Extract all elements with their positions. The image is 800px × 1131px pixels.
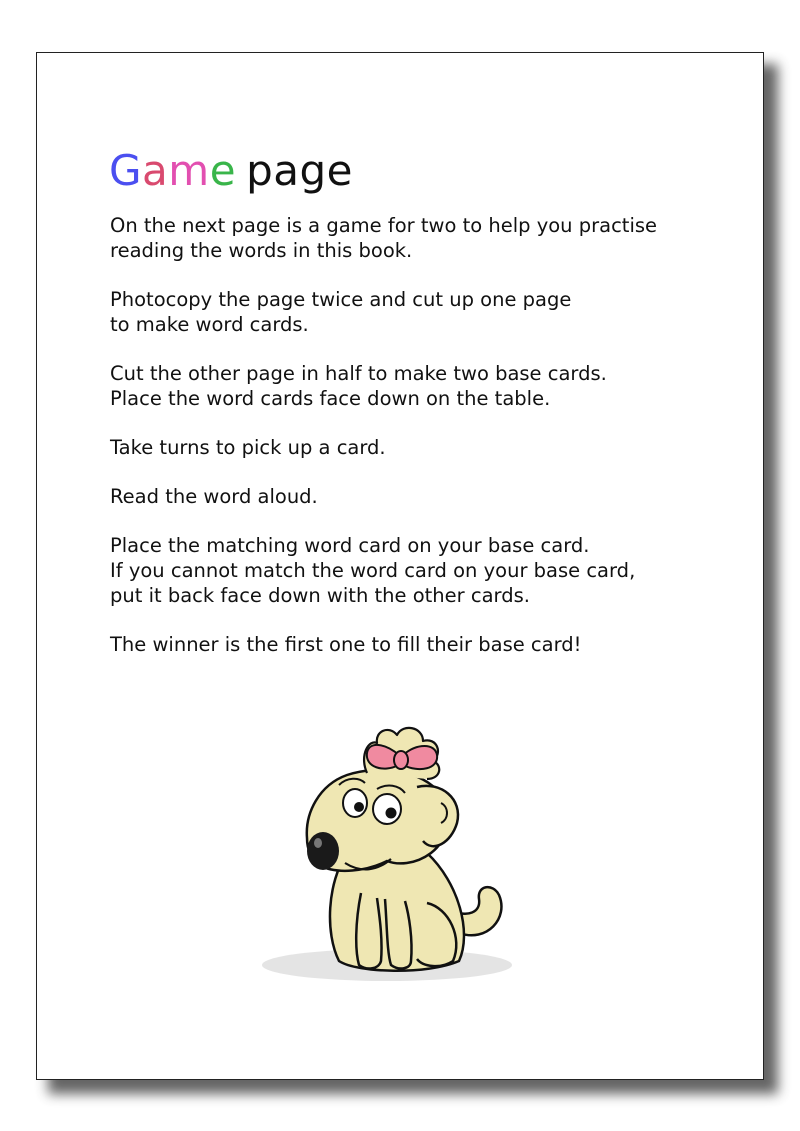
paragraph (110, 361, 710, 411)
text-line: Place the word cards face down on the table. (110, 387, 551, 410)
paragraph (110, 632, 710, 657)
dog-eye (373, 794, 401, 824)
dog-pupil (354, 802, 364, 812)
paragraph (110, 287, 710, 337)
text-line: reading the words in this book. (110, 239, 413, 262)
page-title (109, 141, 353, 201)
dog-front-leg (385, 899, 412, 968)
text-line: Place the matching word card on your base card. (110, 534, 590, 557)
instructions (110, 213, 710, 681)
dog-with-bow-icon (227, 703, 527, 1003)
text-line: to make word cards. (110, 313, 309, 336)
title-rest: page (246, 146, 353, 195)
document-page (36, 52, 764, 1080)
title-letter-g: G (109, 146, 143, 195)
dog-front-leg (356, 893, 381, 968)
text-line: Cut the other page in half to make two base cards. (110, 362, 607, 385)
paragraph (110, 435, 710, 460)
paragraph (110, 484, 710, 509)
paragraph (110, 533, 710, 608)
text-line: Photocopy the page twice and cut up one page (110, 288, 572, 311)
paragraph (110, 213, 710, 263)
dog-pupil (386, 808, 397, 819)
text-line: The winner is the first one to fill their base card! (110, 633, 582, 656)
dog-ear (417, 786, 458, 846)
bow-knot (394, 751, 408, 769)
title-letter-m: m (168, 146, 210, 195)
text-line: put it back face down with the other cards. (110, 584, 530, 607)
text-line: Take turns to pick up a card. (110, 436, 386, 459)
dog-eye (343, 789, 367, 817)
text-line: If you cannot match the word card on your base card, (110, 559, 636, 582)
title-letter-a: a (142, 146, 169, 195)
dog-nose (307, 832, 339, 870)
text-line: On the next page is a game for two to help you practise (110, 214, 658, 237)
text-line: Read the word aloud. (110, 485, 318, 508)
title-letter-e: e (209, 146, 237, 195)
